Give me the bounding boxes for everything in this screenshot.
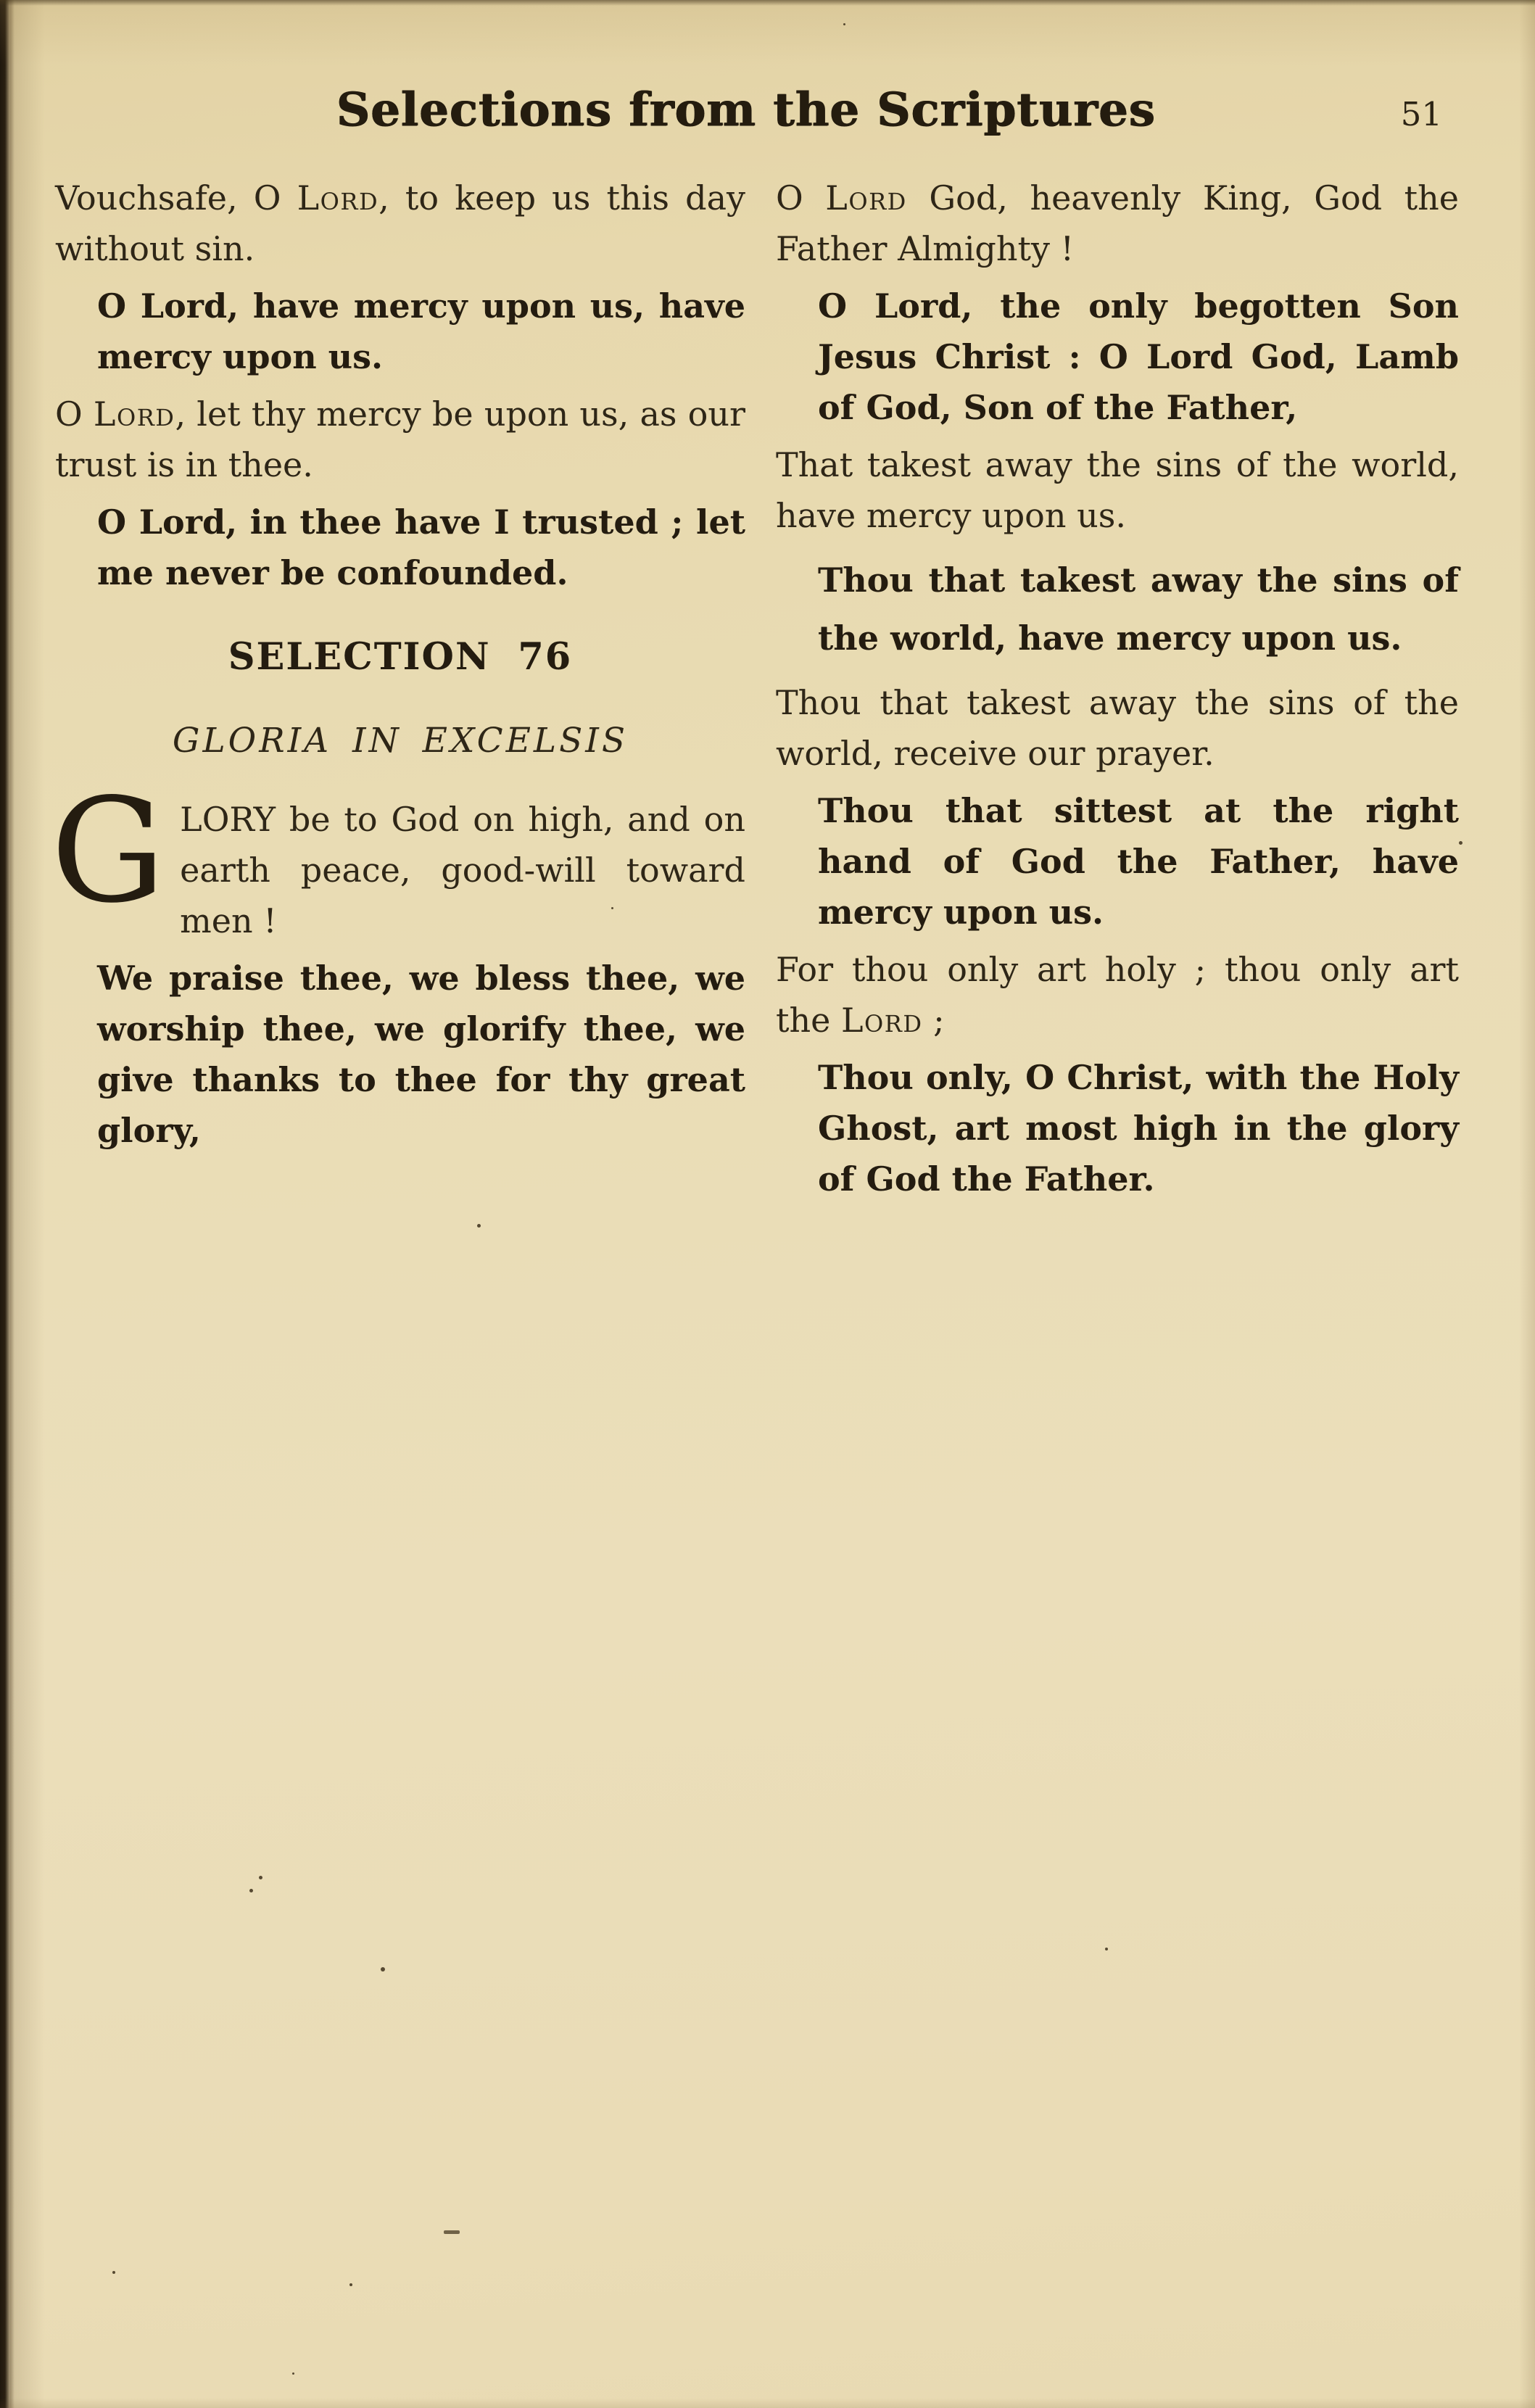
- versicle-paragraph: [776, 439, 1459, 541]
- ink-speck: [477, 1224, 481, 1228]
- ink-speck: [249, 1889, 253, 1892]
- text-run: Thou that takest away the sins of the world, have mercy upon us.: [818, 560, 1459, 658]
- response-paragraph: [97, 497, 745, 598]
- text-run: That takest away the sins of the world, have mercy upon us.: [776, 445, 1459, 535]
- ink-speck: [349, 2283, 352, 2286]
- text-run: O: [55, 394, 94, 434]
- ink-speck: [444, 2230, 460, 2234]
- text-run: Vouchsafe, O: [55, 178, 297, 218]
- text-run: LORY be to God on high, and on earth peace, good-will toward men !: [180, 800, 745, 940]
- small-caps-word: Lord: [840, 1001, 923, 1040]
- ink-speck: [611, 907, 613, 909]
- text-run: Thou that takest away the sins of the world, receive our prayer.: [776, 683, 1459, 773]
- versicle-paragraph: [55, 389, 745, 490]
- text-run: O Lord, in thee have I trusted ; let me never be confounded.: [97, 502, 745, 592]
- text-column-left: [51, 173, 745, 1162]
- text-run: God, heavenly King, God the Father Almighty !: [776, 178, 1460, 268]
- ink-speck: [1459, 841, 1462, 845]
- text-run: For thou only art holy ; thou only art the: [776, 950, 1459, 1040]
- response-paragraph: [818, 785, 1459, 938]
- response-paragraph: [818, 551, 1459, 667]
- ink-speck: [1105, 1948, 1108, 1950]
- text-run: We praise thee, we bless thee, we worship thee, we glorify thee, we give thanks to thee for thy great glory,: [97, 959, 745, 1150]
- small-caps-word: Lord: [825, 178, 907, 218]
- text-run: Thou only, O Christ, with the Holy Ghost, art most high in the glory of God the Father.: [818, 1058, 1459, 1199]
- drop-cap: G: [51, 767, 166, 935]
- small-caps-word: Lord: [93, 394, 175, 434]
- scan-edge-top-tint: [0, 0, 1535, 65]
- versicle-paragraph: [776, 173, 1459, 274]
- response-paragraph: [97, 953, 745, 1156]
- response-paragraph: [818, 1052, 1459, 1204]
- versicle-paragraph: [51, 767, 745, 946]
- running-header-title: Selections from the Scriptures: [336, 83, 1156, 137]
- versicle-paragraph: [776, 677, 1459, 779]
- text-column-right: [776, 173, 1459, 1211]
- scan-edge-bottom: [0, 2398, 1535, 2408]
- text-run: ;: [922, 1001, 945, 1040]
- ink-speck: [112, 2271, 115, 2274]
- selection-subtitle: GLORIA IN EXCELSIS: [172, 721, 629, 761]
- response-paragraph: [818, 281, 1459, 433]
- ink-speck: [843, 23, 845, 25]
- text-run: Thou that sittest at the right hand of God the Father, have mercy upon us.: [818, 791, 1459, 932]
- versicle-paragraph: [55, 173, 745, 274]
- text-run: , let thy mercy be upon us, as our trust is in thee.: [55, 394, 745, 484]
- text-run: O Lord, have mercy upon us, have mercy upon us.: [97, 286, 745, 376]
- page-number: 51: [1400, 95, 1442, 133]
- response-paragraph: [97, 281, 745, 382]
- ink-speck: [292, 2372, 294, 2375]
- text-run: , to keep us this day without sin.: [55, 178, 745, 268]
- scan-edge-right: [1519, 0, 1535, 2408]
- versicle-paragraph: [776, 944, 1459, 1046]
- text-run: O Lord, the only begotten Son Jesus Christ : O Lord God, Lamb of God, Son of the Father,: [818, 286, 1459, 427]
- text-run: O: [776, 178, 826, 218]
- small-caps-word: Lord: [297, 178, 379, 218]
- ink-speck: [381, 1967, 385, 1972]
- selection-heading: SELECTION 76: [228, 635, 573, 679]
- ink-speck: [259, 1876, 262, 1879]
- scan-edge-left-shadow: [10, 0, 45, 2408]
